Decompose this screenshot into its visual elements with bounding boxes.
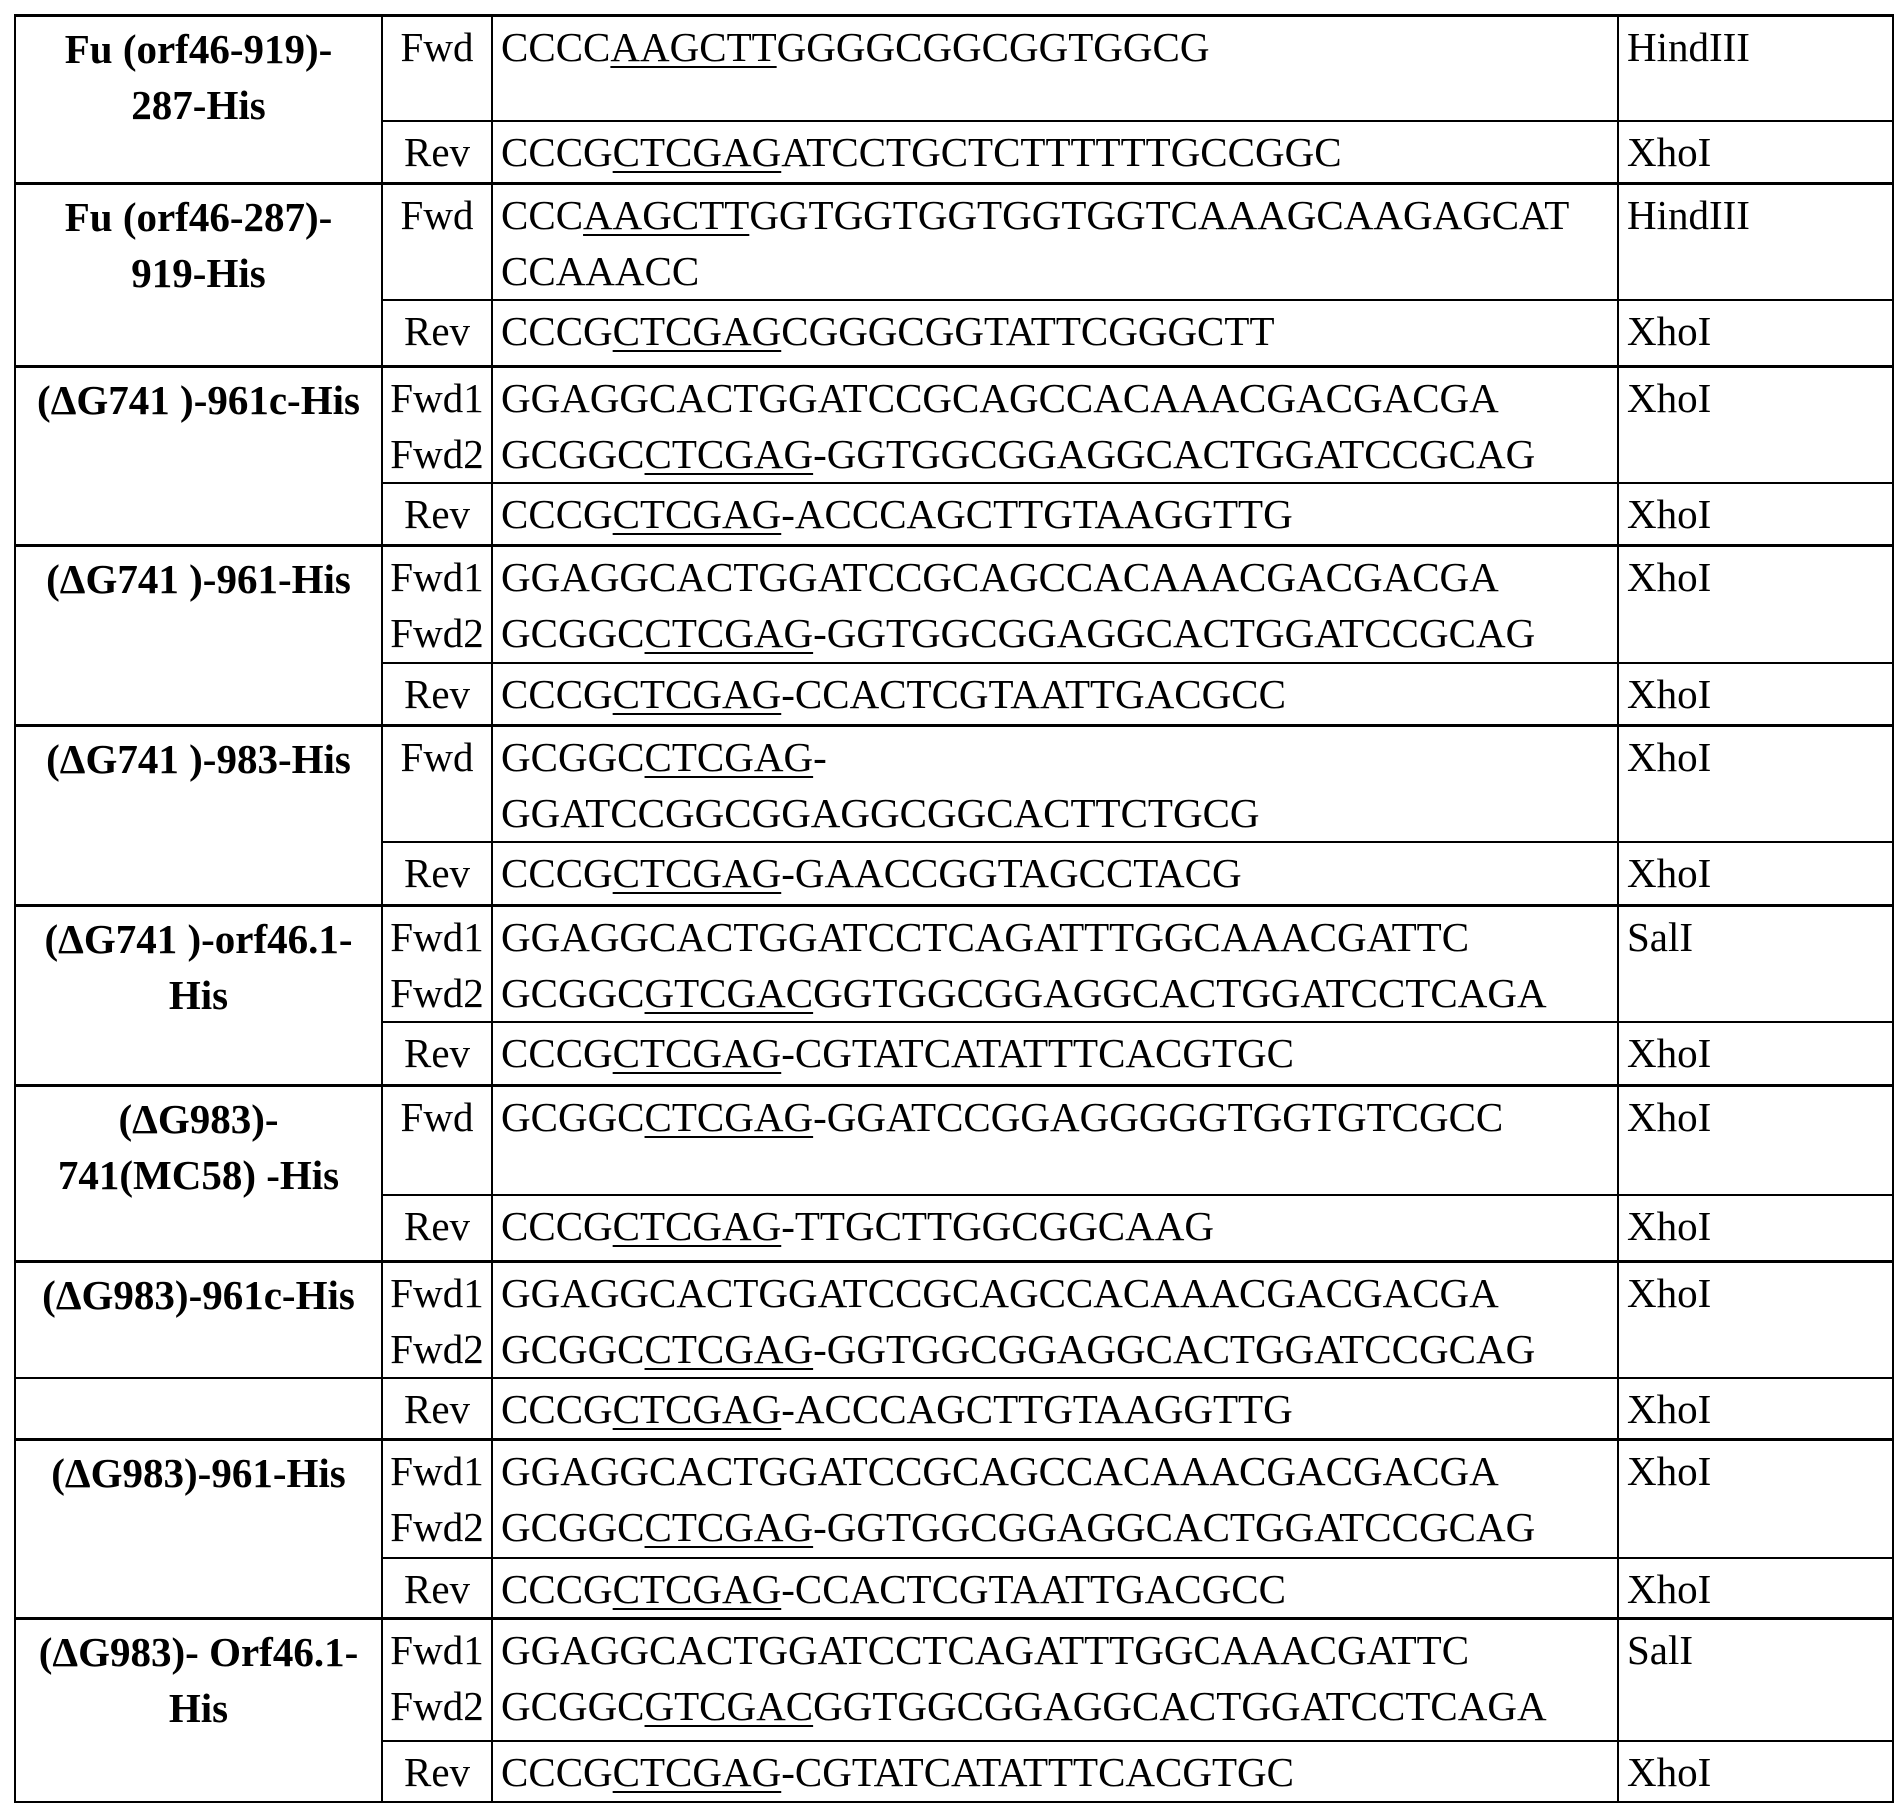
- primer-sequence-cell: [492, 16, 1618, 121]
- primer-label: Rev: [382, 483, 492, 546]
- primer-label: Fwd2: [385, 1499, 489, 1555]
- primer-label-cell: [382, 1261, 492, 1378]
- construct-name-empty: [15, 1378, 382, 1439]
- sequence-prefix: GGAGGCACTGGATCCGCAGCCACAAACGACGACGA: [501, 1448, 1499, 1494]
- restriction-site: CTCGAG: [613, 129, 782, 175]
- sequence-suffix: GGTGGCGGAGGCACTGGATCCTCAGA: [813, 970, 1546, 1016]
- sequence-suffix: CGGGCGGTATTCGGGCTT: [781, 308, 1274, 354]
- construct-name: Fu (orf46-287)- 919-His: [15, 184, 382, 367]
- restriction-site: AAGCTT: [583, 192, 749, 238]
- primer-label: Fwd1: [385, 1622, 489, 1678]
- primer-sequence: [501, 605, 1609, 661]
- restriction-site: GTCGAC: [645, 970, 814, 1016]
- primer-label: Fwd: [385, 1089, 489, 1145]
- primer-sequence-cell: [492, 546, 1618, 663]
- table-row-forward: [15, 726, 1893, 843]
- primer-sequence-cell: [492, 905, 1618, 1022]
- restriction-site: GTCGAC: [645, 1683, 814, 1729]
- sequence-prefix: GCGGC: [501, 431, 645, 477]
- restriction-enzyme: HindIII: [1618, 16, 1893, 121]
- restriction-site: CTCGAG: [613, 850, 782, 896]
- sequence-prefix: GCGGC: [501, 610, 645, 656]
- sequence-suffix: -GGTGGCGGAGGCACTGGATCCGCAG: [813, 1326, 1535, 1372]
- sequence-prefix: CCCG: [501, 1203, 613, 1249]
- restriction-enzyme: HindIII: [1618, 184, 1893, 301]
- sequence-prefix: GCGGC: [501, 970, 645, 1016]
- primer-label: Fwd: [385, 729, 489, 785]
- restriction-enzyme: XhoI: [1618, 1378, 1893, 1439]
- table-row-forward: [15, 366, 1893, 483]
- sequence-suffix: - GGATCCGGCGGAGGCGGCACTTCTGCG: [501, 734, 1260, 836]
- restriction-enzyme: XhoI: [1618, 1195, 1893, 1261]
- sequence-suffix: -TTGCTTGGCGGCAAG: [781, 1203, 1214, 1249]
- sequence-prefix: CCCG: [501, 1030, 613, 1076]
- table-row-reverse: [15, 1378, 1893, 1439]
- restriction-site: CTCGAG: [645, 1326, 814, 1372]
- primer-label: Rev: [382, 1022, 492, 1085]
- restriction-site: AAGCTT: [610, 24, 776, 70]
- restriction-enzyme: XhoI: [1618, 1261, 1893, 1378]
- primer-label-cell: [382, 1439, 492, 1558]
- primer-sequence-cell: [492, 300, 1618, 366]
- primer-label: Fwd2: [385, 1321, 489, 1377]
- restriction-enzyme: XhoI: [1618, 842, 1893, 905]
- primer-table: [14, 14, 1894, 1803]
- primer-label-cell: [382, 726, 492, 843]
- restriction-enzyme: XhoI: [1618, 1085, 1893, 1195]
- sequence-prefix: CCCG: [501, 1386, 613, 1432]
- primer-sequence-cell: [492, 121, 1618, 184]
- primer-sequence-cell: [492, 1741, 1618, 1802]
- primer-sequence: [501, 370, 1609, 426]
- restriction-site: CTCGAG: [613, 1203, 782, 1249]
- primer-label: Rev: [382, 1741, 492, 1802]
- sequence-suffix: -CCACTCGTAATTGACGCC: [781, 1566, 1286, 1612]
- restriction-site: CTCGAG: [613, 1030, 782, 1076]
- sequence-suffix: GGTGGCGGAGGCACTGGATCCTCAGA: [813, 1683, 1546, 1729]
- sequence-suffix: -GGTGGCGGAGGCACTGGATCCGCAG: [813, 431, 1535, 477]
- restriction-enzyme: XhoI: [1618, 300, 1893, 366]
- restriction-enzyme: XhoI: [1618, 366, 1893, 483]
- restriction-enzyme: XhoI: [1618, 1022, 1893, 1085]
- sequence-suffix: -GAACCGGTAGCCTACG: [781, 850, 1241, 896]
- primer-label-cell: [382, 905, 492, 1022]
- sequence-prefix: GGAGGCACTGGATCCGCAGCCACAAACGACGACGA: [501, 375, 1499, 421]
- sequence-prefix: GCGGC: [501, 1683, 645, 1729]
- primer-sequence: [501, 1089, 1609, 1145]
- primer-label: Fwd2: [385, 426, 489, 482]
- primer-label: Fwd1: [385, 1443, 489, 1499]
- primer-sequence: [501, 1622, 1609, 1678]
- primer-label: Rev: [382, 121, 492, 184]
- sequence-suffix: -GGATCCGGAGGGGGTGGTGTCGCC: [813, 1094, 1503, 1140]
- sequence-prefix: CCCG: [501, 129, 613, 175]
- restriction-enzyme: XhoI: [1618, 483, 1893, 546]
- primer-sequence-cell: [492, 663, 1618, 726]
- table-row-forward: [15, 184, 1893, 301]
- sequence-prefix: GCGGC: [501, 1504, 645, 1550]
- primer-label: Fwd2: [385, 1678, 489, 1734]
- construct-name: (ΔG741 )-orf46.1- His: [15, 905, 382, 1085]
- primer-label: Rev: [382, 300, 492, 366]
- table-row-forward: [15, 546, 1893, 663]
- primer-sequence-cell: [492, 1619, 1618, 1741]
- table-row-forward: [15, 1619, 1893, 1741]
- primer-sequence-cell: [492, 184, 1618, 301]
- primer-label-cell: [382, 1085, 492, 1195]
- sequence-prefix: GGAGGCACTGGATCCTCAGATTTGGCAAACGATTC: [501, 914, 1469, 960]
- primer-label: Rev: [382, 663, 492, 726]
- primer-sequence: [501, 426, 1609, 482]
- restriction-site: CTCGAG: [645, 1504, 814, 1550]
- primer-label-cell: [382, 1619, 492, 1741]
- table-row-forward: [15, 905, 1893, 1022]
- construct-name: (ΔG983)-961c-His: [15, 1261, 382, 1378]
- sequence-prefix: CCCG: [501, 491, 613, 537]
- restriction-enzyme: XhoI: [1618, 663, 1893, 726]
- primer-sequence: [501, 909, 1609, 965]
- primer-label: Fwd1: [385, 909, 489, 965]
- sequence-prefix: GCGGC: [501, 734, 645, 780]
- restriction-enzyme: XhoI: [1618, 546, 1893, 663]
- primer-label: Fwd1: [385, 370, 489, 426]
- primer-label: Fwd: [385, 187, 489, 243]
- sequence-suffix: -CGTATCATATTTCACGTGC: [781, 1030, 1294, 1076]
- sequence-prefix: CCCG: [501, 671, 613, 717]
- primer-label: Rev: [382, 1378, 492, 1439]
- sequence-prefix: GGAGGCACTGGATCCGCAGCCACAAACGACGACGA: [501, 554, 1499, 600]
- primer-label-cell: [382, 16, 492, 121]
- primer-sequence-cell: [492, 366, 1618, 483]
- sequence-suffix: -GGTGGCGGAGGCACTGGATCCGCAG: [813, 610, 1535, 656]
- sequence-prefix: CCCG: [501, 1749, 613, 1795]
- construct-name: (ΔG983)- 741(MC58) -His: [15, 1085, 382, 1261]
- primer-sequence: [501, 965, 1609, 1021]
- primer-label: Rev: [382, 1558, 492, 1619]
- construct-name: (ΔG741 )-961c-His: [15, 366, 382, 546]
- sequence-suffix: GGTGGTGGTGGTGGTCAAAGCAAGAGCAT CCAAACC: [501, 192, 1569, 294]
- sequence-suffix: ATCCTGCTCTTTTTTGCCGGC: [781, 129, 1341, 175]
- primer-label-cell: [382, 546, 492, 663]
- sequence-prefix: CCCC: [501, 24, 610, 70]
- construct-name: (ΔG983)- Orf46.1- His: [15, 1619, 382, 1802]
- sequence-suffix: GGGGCGGCGGTGGCG: [777, 24, 1210, 70]
- sequence-suffix: -GGTGGCGGAGGCACTGGATCCGCAG: [813, 1504, 1535, 1550]
- restriction-site: CTCGAG: [645, 431, 814, 477]
- primer-label: Fwd1: [385, 1265, 489, 1321]
- construct-name: (ΔG741 )-961-His: [15, 546, 382, 726]
- restriction-site: CTCGAG: [613, 1386, 782, 1432]
- restriction-enzyme: SalI: [1618, 1619, 1893, 1741]
- restriction-site: CTCGAG: [645, 610, 814, 656]
- construct-name: (ΔG741 )-983-His: [15, 726, 382, 906]
- primer-label-cell: [382, 184, 492, 301]
- construct-name: (ΔG983)-961-His: [15, 1439, 382, 1619]
- sequence-prefix: CCCG: [501, 850, 613, 896]
- primer-sequence-cell: [492, 1085, 1618, 1195]
- table-row-forward: [15, 16, 1893, 121]
- primer-label: Fwd: [385, 19, 489, 75]
- primer-sequence-cell: [492, 726, 1618, 843]
- primer-sequence-cell: [492, 483, 1618, 546]
- sequence-prefix: CCCG: [501, 1566, 613, 1612]
- sequence-prefix: GGAGGCACTGGATCCTCAGATTTGGCAAACGATTC: [501, 1627, 1469, 1673]
- primer-sequence: [501, 187, 1609, 299]
- sequence-suffix: -CCACTCGTAATTGACGCC: [781, 671, 1286, 717]
- sequence-prefix: CCCG: [501, 308, 613, 354]
- primer-sequence: [501, 549, 1609, 605]
- primer-label: Fwd2: [385, 965, 489, 1021]
- restriction-enzyme: XhoI: [1618, 1558, 1893, 1619]
- restriction-enzyme: SalI: [1618, 905, 1893, 1022]
- primer-sequence-cell: [492, 1022, 1618, 1085]
- restriction-enzyme: XhoI: [1618, 726, 1893, 843]
- restriction-site: CTCGAG: [645, 734, 814, 780]
- restriction-site: CTCGAG: [645, 1094, 814, 1140]
- sequence-suffix: -ACCCAGCTTGTAAGGTTG: [781, 491, 1292, 537]
- primer-label: Rev: [382, 842, 492, 905]
- restriction-enzyme: XhoI: [1618, 1741, 1893, 1802]
- primer-sequence-cell: [492, 842, 1618, 905]
- sequence-prefix: GCGGC: [501, 1094, 645, 1140]
- primer-label: Rev: [382, 1195, 492, 1261]
- sequence-suffix: -CGTATCATATTTCACGTGC: [781, 1749, 1294, 1795]
- primer-sequence-cell: [492, 1439, 1618, 1558]
- primer-sequence-cell: [492, 1558, 1618, 1619]
- restriction-enzyme: XhoI: [1618, 1439, 1893, 1558]
- restriction-site: CTCGAG: [613, 491, 782, 537]
- primer-sequence-cell: [492, 1261, 1618, 1378]
- primer-label: Fwd1: [385, 549, 489, 605]
- sequence-prefix: GGAGGCACTGGATCCGCAGCCACAAACGACGACGA: [501, 1270, 1499, 1316]
- restriction-site: CTCGAG: [613, 308, 782, 354]
- construct-name: Fu (orf46-919)- 287-His: [15, 16, 382, 184]
- table-row-forward: [15, 1085, 1893, 1195]
- sequence-prefix: CCC: [501, 192, 583, 238]
- primer-sequence-cell: [492, 1378, 1618, 1439]
- primer-label: Fwd2: [385, 605, 489, 661]
- restriction-site: CTCGAG: [613, 1749, 782, 1795]
- primer-sequence: [501, 1265, 1609, 1321]
- primer-sequence: [501, 1499, 1609, 1555]
- restriction-enzyme: XhoI: [1618, 121, 1893, 184]
- table-row-forward: [15, 1439, 1893, 1558]
- primer-sequence: [501, 1321, 1609, 1377]
- restriction-site: CTCGAG: [613, 671, 782, 717]
- primer-sequence: [501, 19, 1609, 75]
- restriction-site: CTCGAG: [613, 1566, 782, 1612]
- table-row-forward: [15, 1261, 1893, 1378]
- primer-sequence: [501, 1678, 1609, 1734]
- primer-label-cell: [382, 366, 492, 483]
- sequence-prefix: GCGGC: [501, 1326, 645, 1372]
- primer-sequence: [501, 729, 1609, 841]
- primer-sequence: [501, 1443, 1609, 1499]
- primer-sequence-cell: [492, 1195, 1618, 1261]
- sequence-suffix: -ACCCAGCTTGTAAGGTTG: [781, 1386, 1292, 1432]
